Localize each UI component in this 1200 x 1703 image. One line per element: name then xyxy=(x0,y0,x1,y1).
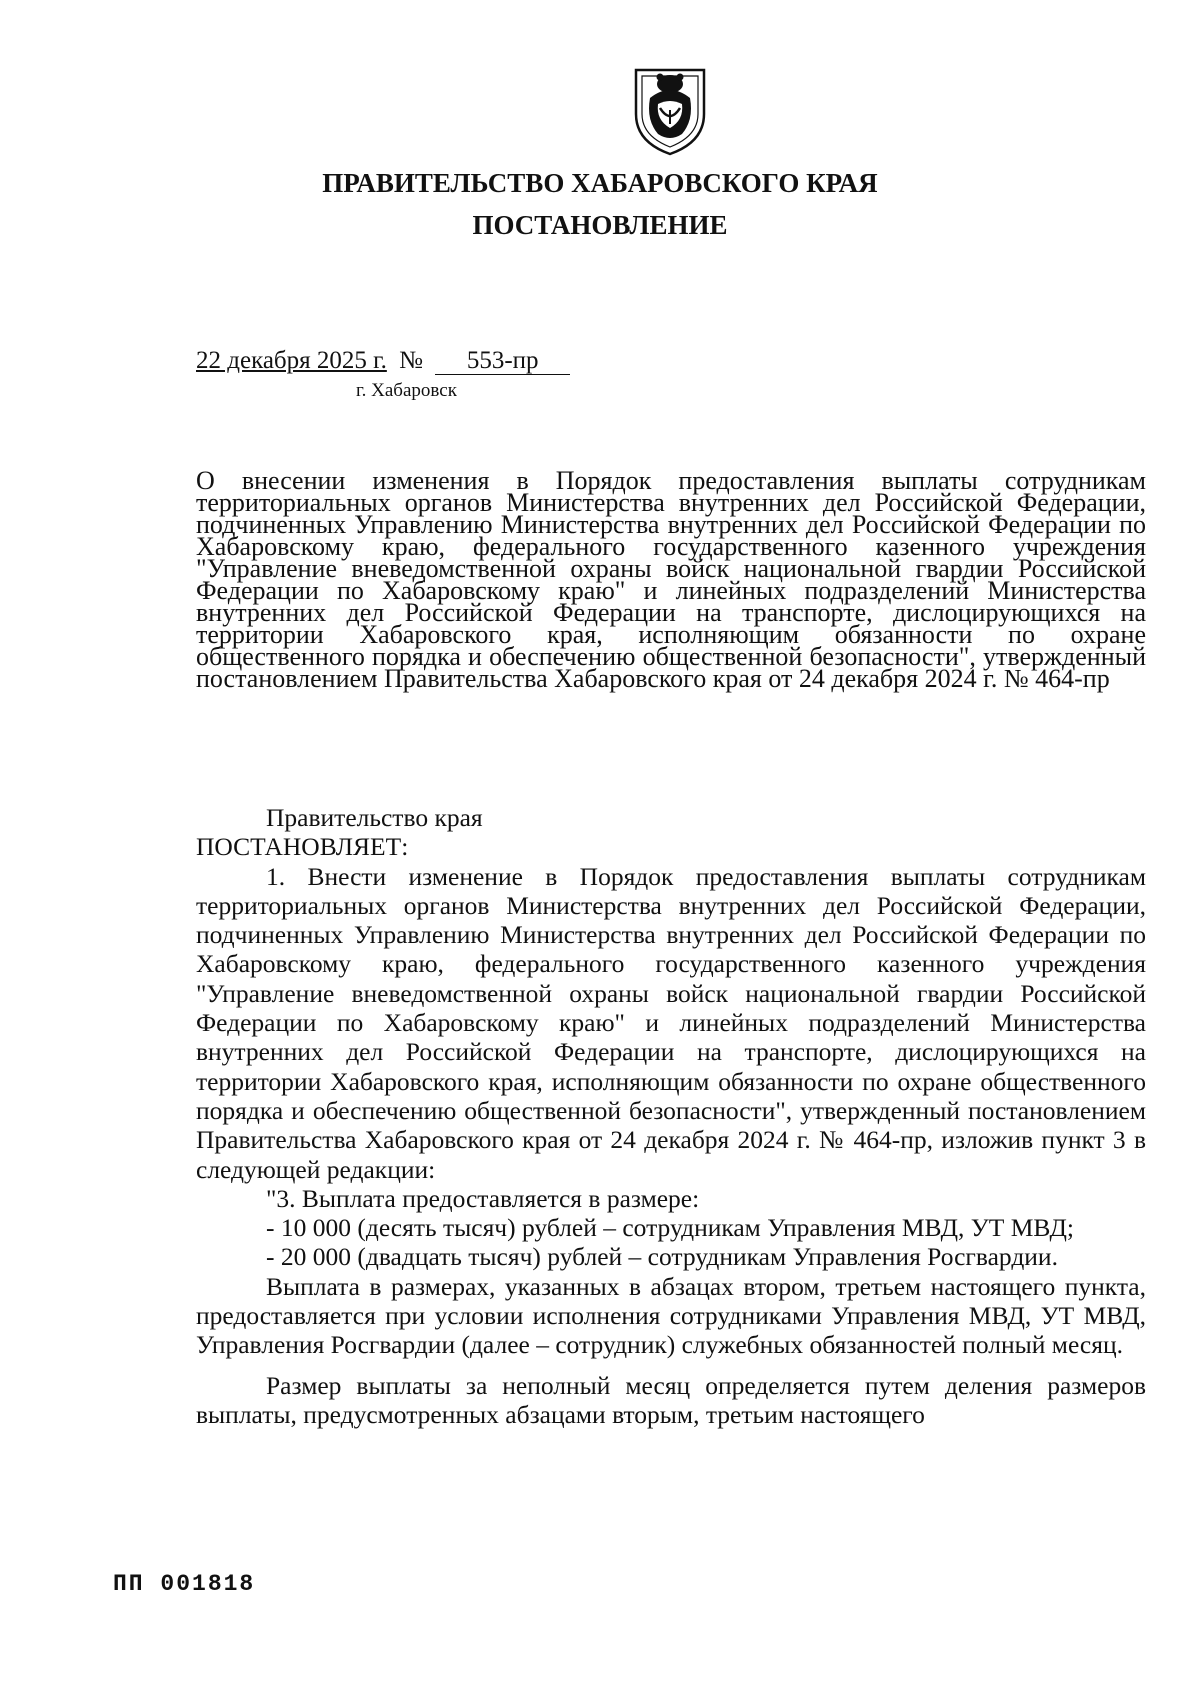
khabarovsk-krai-coat-of-arms-icon xyxy=(630,62,710,158)
body-paragraph: Выплата в размерах, указанных в абзацах втором, третьем настоящего пункта, предоставляется при условии исполнения сотрудниками Управления МВД, УТ МВД, Управления Росгвардии (далее – сотрудник) служебных обязанностей полный месяц. xyxy=(196,1271,1146,1360)
body-paragraph: - 20 000 (двадцать тысяч) рублей – сотрудникам Управления Росгвардии. xyxy=(266,1242,1058,1272)
decree-word: ПОСТАНОВЛЯЕТ: xyxy=(196,832,409,862)
body-paragraph: Размер выплаты за неполный месяц определяется путем деления размеров выплаты, предусмотренных абзацами вторым, третьим настоящего xyxy=(196,1370,1146,1429)
document-body xyxy=(196,803,1146,1429)
date-number-line xyxy=(196,347,570,375)
issuer-text: Правительство края xyxy=(266,803,483,832)
document-number: 553-пр xyxy=(435,348,570,375)
body-paragraph: "3. Выплата предоставляется в размере: xyxy=(266,1183,700,1213)
form-code: ПП 001818 xyxy=(113,1571,256,1597)
body-paragraph: 1. Внести изменение в Порядок предоставления выплаты сотрудникам территориальных органов Министерства внутренних дел Российской Федерации, подчиненных Управлению Министерства внутренних дел Российской Федерации по Хабаровскому краю, федерального государственного казенного учреждения "Управление вневедомственной охраны войск национальной гвардии Российской Федерации по Хабаровскому краю" и линейных подразделений Министерства внутренних дел Российской Федерации на транспорте, дислоцирующихся на территории Хабаровского края, исполняющим обязанности по охране общественного порядка и обеспечению общественной безопасности", утвержденный постановлением Правительства Хабаровского края от 24 декабря 2024 г. № 464-пр, изложив пункт 3 в следующей редакции: xyxy=(196,861,1146,1184)
document-type-title: ПОСТАНОВЛЕНИЕ xyxy=(472,210,728,240)
body-paragraph: - 10 000 (десять тысяч) рублей – сотрудникам Управления МВД, УТ МВД; xyxy=(266,1213,1074,1243)
city-label: г. Хабаровск xyxy=(356,380,457,401)
number-label: № xyxy=(399,347,423,374)
organization-title: ПРАВИТЕЛЬСТВО ХАБАРОВСКОГО КРАЯ xyxy=(322,168,878,198)
document-subject: О внесении изменения в Порядок предоставления выплаты сотрудникам территориальных органов Министерства внутренних дел Российской Федерации, подчиненных Управлению Министерства внутренних дел Российской Федерации по Хабаровскому краю, федерального государственного казенного учреждения "Управление вневедомственной охраны войск национальной гвардии Российской Федерации по Хабаровскому краю" и линейных подразделений Министерства внутренних дел Российской Федерации на транспорте, дислоцирующихся на территории Хабаровского края, исполняющим обязанности по охране общественного порядка и обеспечению общественной безопасности", утвержденный постановлением Правительства Хабаровского края от 24 декабря 2024 г. № 464-пр xyxy=(196,466,1146,693)
document-date: 22 декабря 2025 г. xyxy=(196,347,387,374)
